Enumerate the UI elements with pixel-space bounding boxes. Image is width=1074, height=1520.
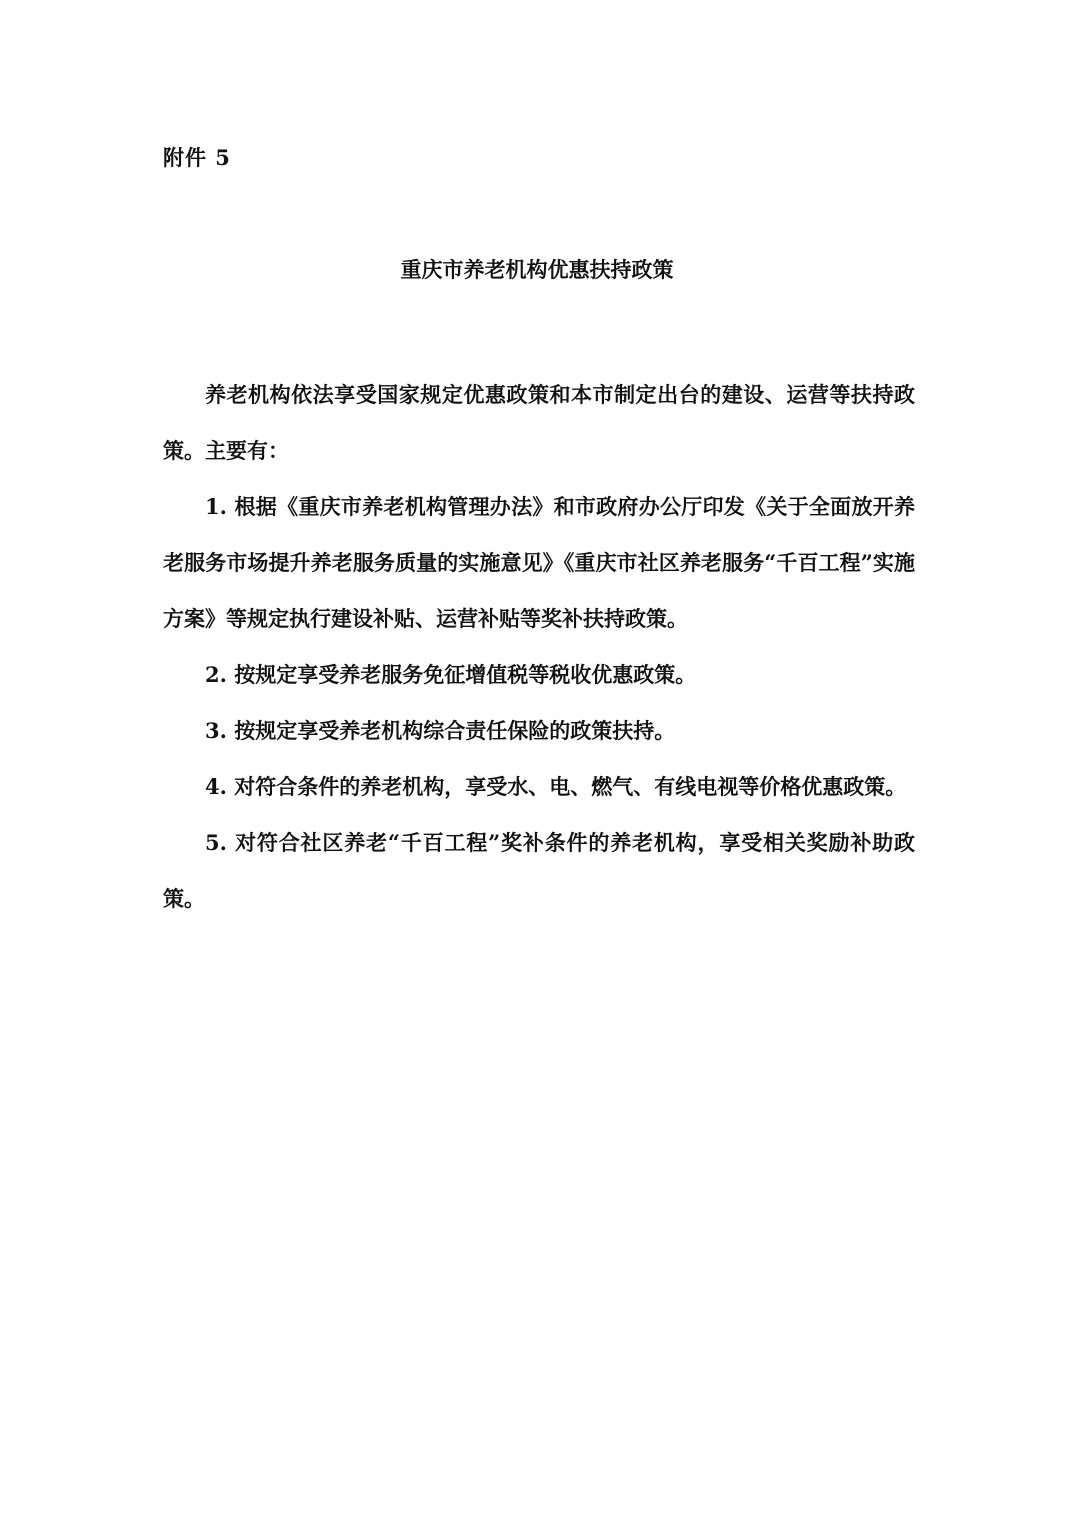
paragraph-item-5: 5. 对符合社区养老“千百工程”奖补条件的养老机构，享受相关奖励补助政策。 <box>163 830 915 911</box>
document-title: 重庆市养老机构优惠扶持政策 <box>400 257 674 282</box>
attachment-label: 附件 5 <box>163 145 231 170</box>
paragraph-item-4: 4. 对符合条件的养老机构，享受水、电、燃气、有线电视等价格优惠政策。 <box>205 774 907 799</box>
paragraph-item-1: 1. 根据《重庆市养老机构管理办法》和市政府办公厅印发《关于全面放开养老服务市场提升养老服务质量的实施意见》《重庆市社区养老服务“千百工程”实施方案》等规定执行建设补贴、运营补贴等奖补扶持政策。 <box>163 494 915 631</box>
document-body <box>163 367 915 927</box>
paragraph-item-2: 2. 按规定享受养老服务免征增值税等税收优惠政策。 <box>205 662 697 687</box>
paragraph-item-3: 3. 按规定享受养老机构综合责任保险的政策扶持。 <box>205 718 676 743</box>
paragraph-intro: 养老机构依法享受国家规定优惠政策和本市制定出台的建设、运营等扶持政策。主要有： <box>163 382 915 463</box>
